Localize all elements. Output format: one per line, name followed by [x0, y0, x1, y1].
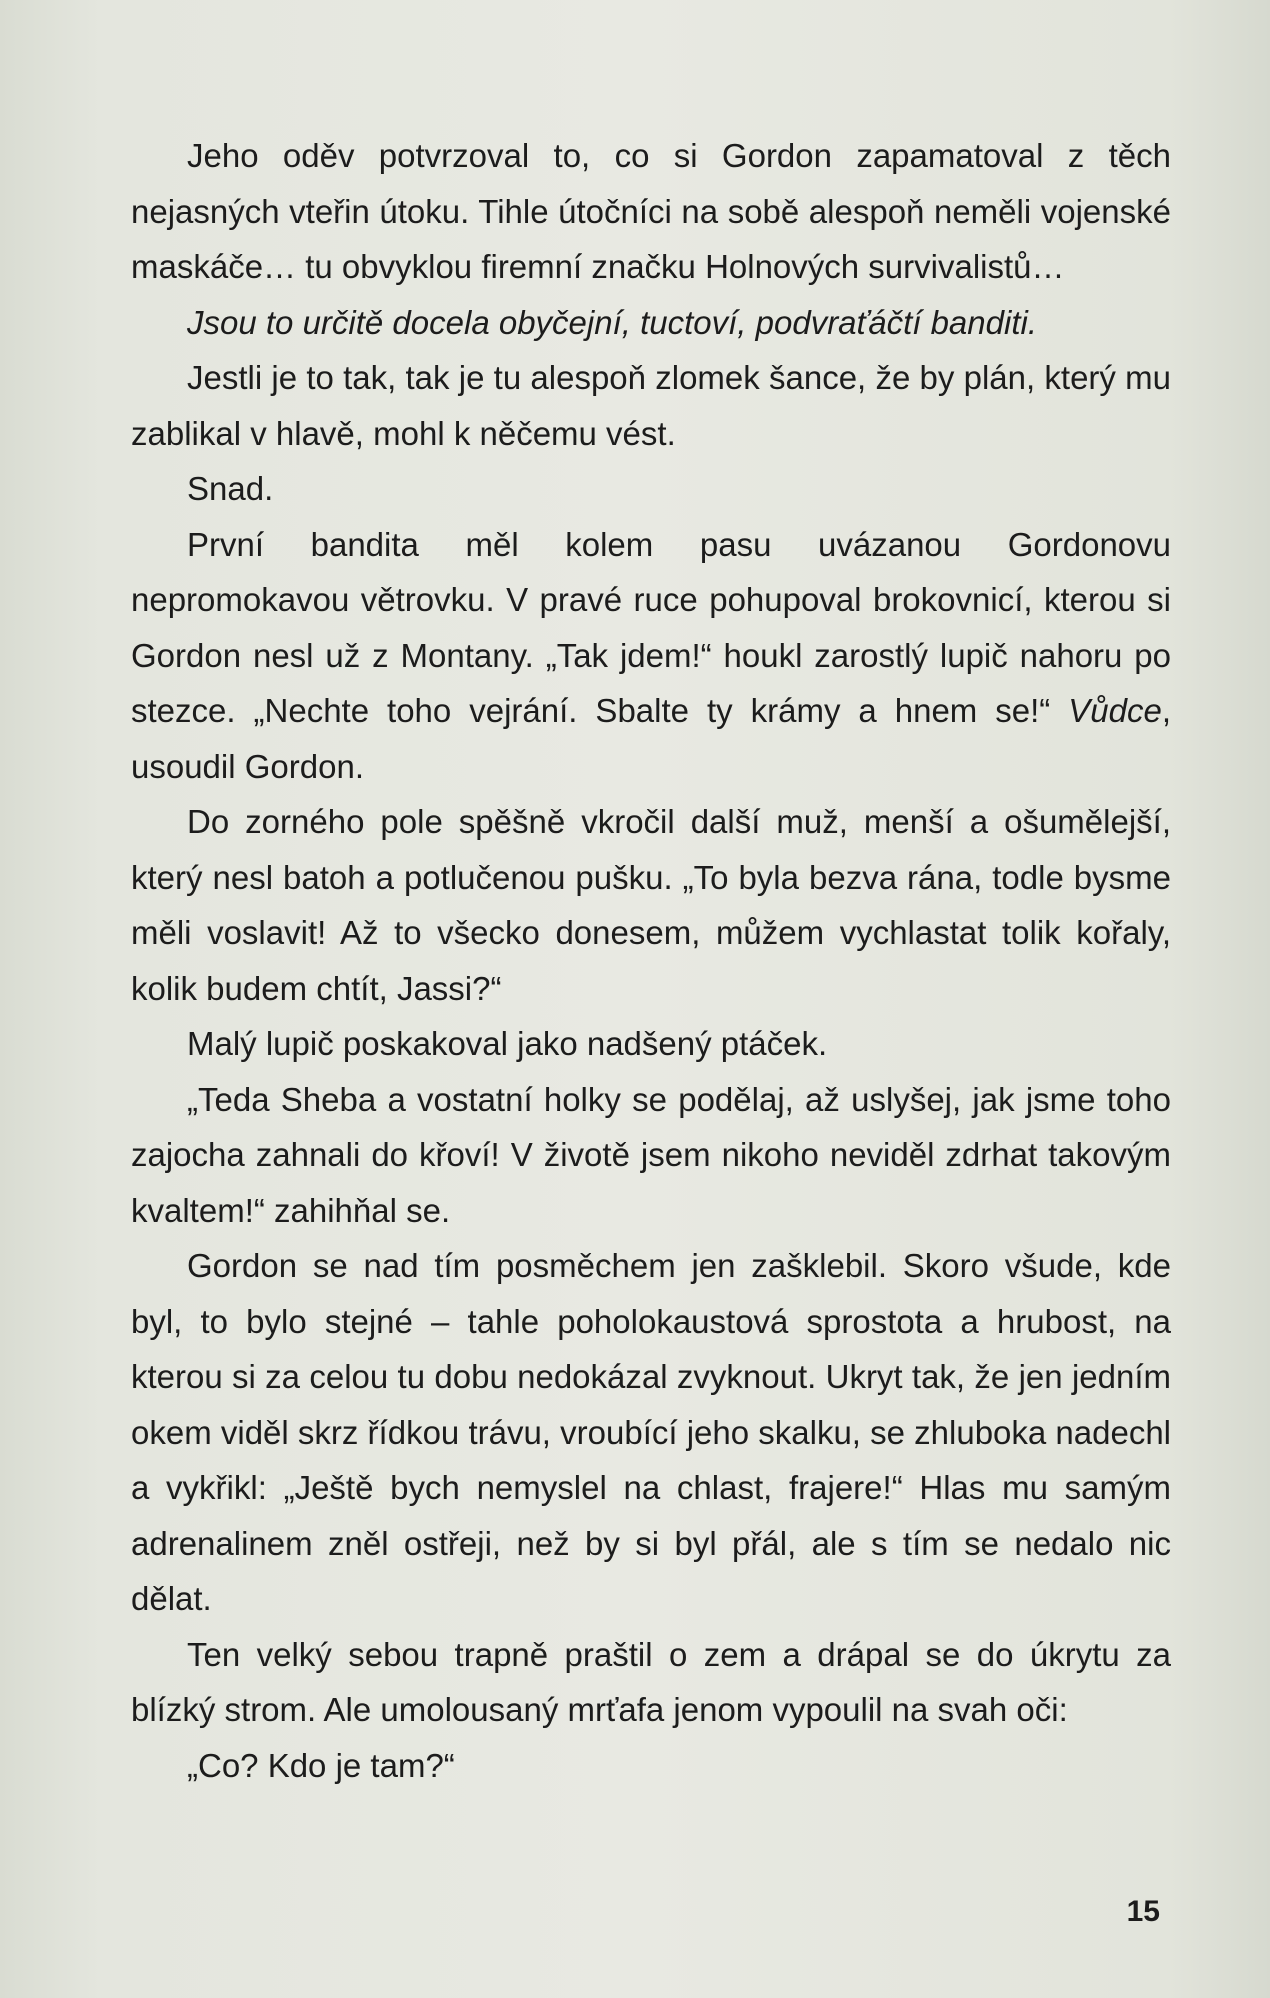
page-number: 15 [1126, 1895, 1160, 1928]
text-run: Gordon se nad tím posměchem jen zašklebil. Skoro všude, kde byl, to bylo stejné – tahle poholokaustová sprostota a hrubost, na kterou si za celou tu dobu nedokázal zvyknout. Ukryt tak, že jen jedním okem viděl skrz řídkou trávu, vroubící jeho skalku, se zhluboka nadechl a vykřikl: „Ještě bych nemyslel na chlast, frajere!“ Hlas mu samým adrenalinem zněl ostřeji, než by si byl přál, ale s tím se nedalo nic dělat. [131, 1247, 1172, 1617]
text-run: , usoudil Gordon. [131, 692, 1171, 785]
text-run: Malý lupič poskakoval jako nadšený ptáček. [187, 1025, 828, 1062]
italic-text: Jsou to určitě docela obyčejní, tuctoví, podvraťáčtí banditi. [187, 303, 1037, 341]
paragraph [131, 461, 1171, 517]
text-run: Do zorného pole spěšně vkročil další muž, menší a ošumělejší, který nesl batoh a potlučenou pušku. „To byla bezva rána, todle bysme měli voslavit! Až to všecko donesem, můžem vychlastat tolik kořaly, kolik budem chtít, Jassi?“ [131, 803, 1171, 1007]
paragraph [131, 794, 1171, 1016]
paragraph [131, 128, 1171, 295]
paragraph [131, 1016, 1171, 1072]
text-run: Ten velký sebou trapně praštil o zem a drápal se do úkrytu za blízký strom. Ale umolousaný mrťafa jenom vypoulil na svah oči: [131, 1635, 1171, 1728]
paragraph [131, 295, 1171, 351]
paragraph [131, 1738, 1171, 1794]
text-run: „Co? Kdo je tam?“ [187, 1746, 455, 1784]
paragraph [131, 350, 1171, 461]
text-run: Snad. [187, 470, 274, 507]
text-run: Jeho oděv potvrzoval to, co si Gordon zapamatoval z těch nejasných vteřin útoku. Tihle útočníci na sobě alespoň neměli vojenské maskáče… tu obvyklou firemní značku Holnových survivalistů… [131, 137, 1171, 285]
paragraph [131, 1627, 1171, 1738]
body-text [131, 128, 1171, 1793]
paragraph [131, 517, 1171, 795]
text-run: „Teda Sheba a vostatní holky se podělaj, až uslyšej, jak jsme toho zajocha zahnali do křoví! V životě jsem nikoho neviděl zdrhat takovým kvaltem!“ zahihňal se. [131, 1080, 1171, 1229]
paragraph [131, 1238, 1171, 1627]
paragraph [131, 1072, 1171, 1239]
italic-text: Vůdce [1068, 692, 1162, 729]
text-run: První bandita měl kolem pasu uvázanou Gordonovu nepromokavou větrovku. V pravé ruce pohupoval brokovnicí, kterou si Gordon nesl už z Montany. „Tak jdem!“ houkl zarostlý lupič nahoru po stezce. „Nechte toho vejrání. Sbalte ty krámy a hnem se!“ [131, 525, 1171, 729]
text-run: Jestli je to tak, tak je tu alespoň zlomek šance, že by plán, který mu zablikal v hlavě, mohl k něčemu vést. [131, 359, 1171, 452]
